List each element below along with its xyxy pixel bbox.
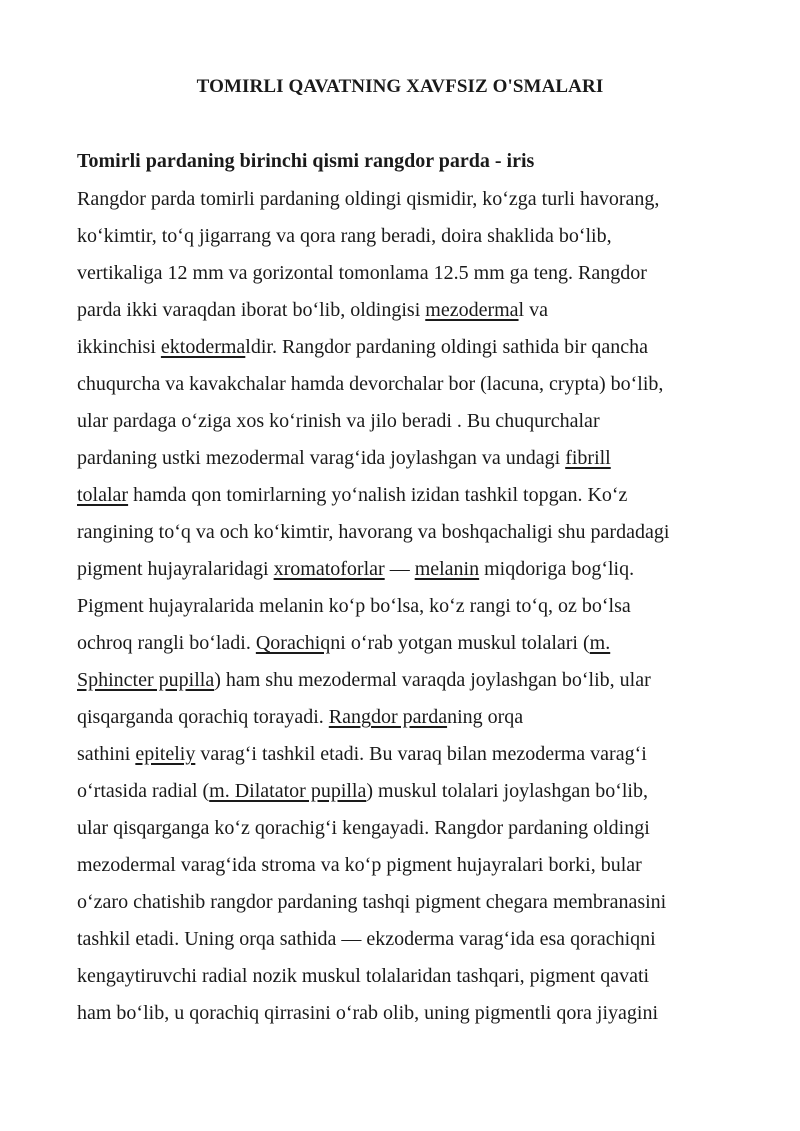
text-segment: hamda qon tomirlarning yo‘nalish izidan tashkil topgan. Ko‘z (128, 484, 628, 506)
section-heading: Tomirli pardaning birinchi qismi rangdor parda - iris (77, 150, 535, 172)
text-segment: Pigment hujayralarida melanin ko‘p bo‘lsa, ko‘z rangi to‘q, oz bo‘lsa (77, 595, 631, 617)
paragraph-line (77, 373, 663, 396)
text-segment: sathini (77, 743, 136, 765)
hyperlink-text[interactable]: melanin (414, 558, 480, 580)
paragraph-line (77, 336, 648, 359)
text-segment: kengaytiruvchi radial nozik muskul tolalaridan tashqari, pigment qavati (77, 965, 650, 987)
text-segment: ni o‘rab yotgan muskul tolalari ( (330, 632, 590, 654)
paragraph-line (77, 1002, 658, 1025)
text-segment: varag‘i tashkil etadi. Bu varaq bilan mezoderma varag‘i (195, 743, 647, 765)
paragraph-line (77, 669, 651, 692)
text-segment: mezodermal varag‘ida stroma va ko‘p pigment hujayralari borki, bular (77, 854, 642, 876)
hyperlink-text[interactable]: Qorachiq (255, 632, 331, 654)
hyperlink-text[interactable]: xromatoforlar (273, 558, 385, 580)
paragraph-line (77, 854, 642, 877)
text-segment: ning orqa (447, 706, 524, 728)
text-segment: qisqarganda qorachiq torayadi. (77, 706, 329, 728)
paragraph-line (77, 780, 648, 803)
paragraph-line (77, 410, 600, 433)
paragraph-line (77, 521, 669, 544)
hyperlink-text[interactable]: ektoderma (160, 336, 246, 358)
paragraph-line (77, 595, 631, 618)
paragraph-line (77, 225, 612, 248)
text-segment: pigment hujayralaridagi (77, 558, 274, 580)
hyperlink-text[interactable]: Sphincter pupilla (77, 669, 215, 691)
text-segment: ular pardaga o‘ziga xos ko‘rinish va jilo beradi . Bu chuqurchalar (77, 410, 600, 432)
text-segment: rangining to‘q va och ko‘kimtir, havorang va boshqachaligi shu pardadagi (77, 521, 670, 543)
paragraph-line (77, 299, 548, 322)
text-segment: ikkinchisi (77, 336, 161, 358)
paragraph-line (77, 632, 610, 655)
hyperlink-text[interactable]: m. (589, 632, 611, 654)
text-segment: ) muskul tolalari joylashgan bo‘lib, (366, 780, 648, 802)
text-segment: miqdoriga bog‘liq. (479, 558, 635, 580)
paragraph-line (77, 706, 523, 729)
text-segment: ldir. Rangdor pardaning oldingi sathida bir qancha (245, 336, 648, 358)
text-segment: o‘rtasida radial ( (77, 780, 210, 802)
paragraph-line (77, 928, 656, 951)
text-segment: tashkil etadi. Uning orqa sathida — ekzoderma varag‘ida esa qorachiqni (77, 928, 656, 950)
hyperlink-text[interactable]: m. Dilatator pupilla (209, 780, 367, 802)
text-segment: ular qisqarganga ko‘z qorachig‘i kengayadi. Rangdor pardaning oldingi (77, 817, 650, 839)
text-segment: ham bo‘lib, u qorachiq qirrasini o‘rab olib, uning pigmentli qora jiyagini (77, 1002, 658, 1024)
hyperlink-text[interactable]: Rangdor parda (328, 706, 448, 728)
text-segment: chuqurcha va kavakchalar hamda devorchalar bor (lacuna, crypta) bo‘lib, (77, 373, 664, 395)
text-segment: ko‘kimtir, to‘q jigarrang va qora rang beradi, doira shaklida bo‘lib, (77, 225, 612, 247)
text-segment: Rangdor parda tomirli pardaning oldingi qismidir, ko‘zga turli havorang, (77, 188, 660, 210)
hyperlink-text[interactable]: mezoderma (425, 299, 519, 321)
hyperlink-text[interactable]: tolalar (77, 484, 129, 506)
paragraph-line (77, 743, 647, 766)
paragraph-line (77, 262, 647, 285)
text-segment: — (384, 558, 415, 580)
text-segment: pardaning ustki mezodermal varag‘ida joylashgan va undagi (77, 447, 566, 469)
paragraph-line (77, 965, 649, 988)
text-segment: o‘zaro chatishib rangdor pardaning tashqi pigment chegara membranasini (77, 891, 667, 913)
hyperlink-text[interactable]: fibrill (565, 447, 611, 469)
paragraph-line (77, 447, 611, 470)
text-segment: ) ham shu mezodermal varaqda joylashgan bo‘lib, ular (214, 669, 651, 691)
text-segment: ochroq rangli bo‘ladi. (77, 632, 256, 654)
text-segment: vertikaliga 12 mm va gorizontal tomonlama 12.5 mm ga teng. Rangdor (77, 262, 647, 284)
paragraph-line (77, 484, 627, 507)
document-title: TOMIRLI QAVATNING XAVFSIZ O'SMALARI (196, 76, 604, 97)
paragraph-line (77, 817, 650, 840)
hyperlink-text[interactable]: epiteliy (135, 743, 196, 765)
paragraph-line (77, 558, 634, 581)
text-segment: l va (518, 299, 548, 321)
paragraph-line (77, 891, 666, 914)
text-segment: parda ikki varaqdan iborat bo‘lib, oldingisi (77, 299, 426, 321)
paragraph-line (77, 188, 659, 211)
